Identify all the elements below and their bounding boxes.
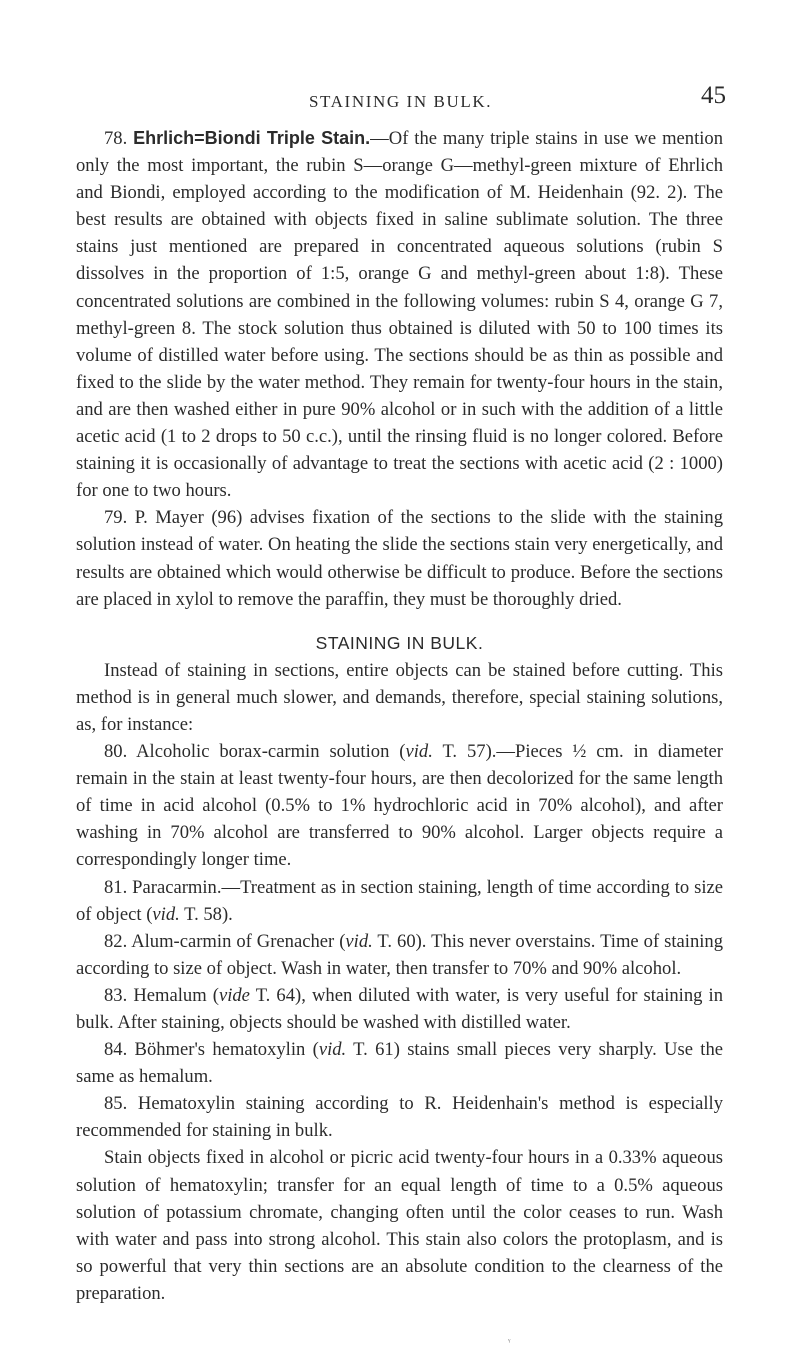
paragraph-79: 79. P. Mayer (96) advises fixation of the sections to the slide with the staining solution instead of water. On heating the slide the sections stain very energetically, and results are obtained which would otherwise be difficult to produce. Before the sections are placed in xylol to remove the paraffin, they must be thoroughly dried. (76, 507, 723, 610)
reference-abbrev: vid. (405, 741, 433, 763)
paragraph-78 (76, 125, 723, 504)
reference-abbrev: vid. (318, 1039, 347, 1061)
page-number: 45 (701, 82, 726, 109)
reference-abbrev: vid. (345, 930, 373, 952)
paragraph-text: 84. Böhmer's hematoxylin ( (104, 1039, 319, 1061)
paragraph-text: T. 64), when diluted with water, is very useful for staining in bulk. After staining, objects should be washed with distilled water. (76, 984, 723, 1033)
section-heading: STAINING IN BULK. (315, 632, 484, 653)
paragraph-80 (76, 738, 723, 873)
paragraph-number: 78. (104, 128, 134, 149)
reference-abbrev: vide (218, 984, 250, 1006)
paragraph-text: T. 60). This never overstains. Time of staining according to size of object. Wash in water, then transfer to 70% and 90% alcohol. (76, 930, 723, 979)
paragraph-text: 83. Hemalum ( (104, 984, 219, 1006)
intro-paragraph: Instead of staining in sections, entire objects can be stained before cutting. This method is in general much slower, and demands, therefore, special staining solutions, as, for instance: (76, 659, 723, 735)
paragraph-text: 81. Paracarmin.—Treatment as in section staining, length of time according to size of object ( (76, 876, 723, 925)
paragraph-text: 82. Alum-carmin of Grenacher ( (104, 930, 346, 952)
paragraph-85-continued: Stain objects fixed in alcohol or picric acid twenty-four hours in a 0.33% aqueous solution of hematoxylin; transfer for an equal length of time to a 0.5% aqueous solution of potassium chromate, changing often until the color ceases to run. Wash with water and pass into strong alcohol. This stain also colors the protoplasm, and is so powerful that very thin sections are an absolute condition to the clearness of the preparation. (76, 1147, 723, 1304)
paragraph-text: T. 58). (179, 903, 233, 925)
paragraph-81 (76, 874, 723, 928)
printer-mark: ᵞ (508, 1336, 511, 1346)
reference-abbrev: vid. (152, 903, 180, 925)
running-head: STAINING IN BULK. (309, 92, 493, 111)
paragraph-82 (76, 928, 723, 982)
paragraph-83 (76, 982, 723, 1036)
paragraph-text: T. 57).—Pieces ½ cm. in diameter remain in the stain at least twenty-four hours, are then decolorized for the same length of time in acid alcohol (0.5% to 1% hydrochloric acid in 70% alcohol), and after washing in 70% alcohol are transferred to 90% alcohol. Larger objects require a correspondingly longer time. (76, 741, 723, 871)
paragraph-84 (76, 1036, 723, 1090)
paragraph-title: Ehrlich=Biondi Triple Stain. (133, 128, 371, 148)
body-text (76, 125, 723, 1307)
paragraph-text: —Of the many triple stains in use we mention only the most important, the rubin S—orange G—methyl-green mixture of Ehrlich and Biondi, employed according to the modification of M. Heidenhain (92. 2). The best results are obtained with objects fixed in saline sublimate solution. The three stains just mentioned are prepared in concentrated aqueous solutions (rubin S dissolves in the proportion of 1:5, orange G and methyl-green about 1:8). These concentrated solutions are combined in the following volumes: rubin S 4, orange G 7, methyl-green 8. The stock solution thus obtained is diluted with 50 to 100 times its volume of distilled water before using. The sections should be as thin as possible and fixed to the slide by the water method. They remain for twenty-four hours in the stain, and are then washed either in pure 90% alcohol or in such with the addition of a little acetic acid (1 to 2 drops to 50 c.c.), until the rinsing fluid is no longer colored. Before staining it is occasionally of advantage to treat the sections with acetic acid (2 : 1000) for one to two hours. (76, 128, 724, 502)
paragraph-text: T. 61) stains small pieces very sharply. Use the same as hemalum. (76, 1039, 723, 1088)
paragraph-text: 80. Alcoholic borax-carmin solution ( (104, 741, 406, 763)
paragraph-85: 85. Hematoxylin staining according to R. Heidenhain's method is especially recommended for staining in bulk. (76, 1093, 723, 1142)
